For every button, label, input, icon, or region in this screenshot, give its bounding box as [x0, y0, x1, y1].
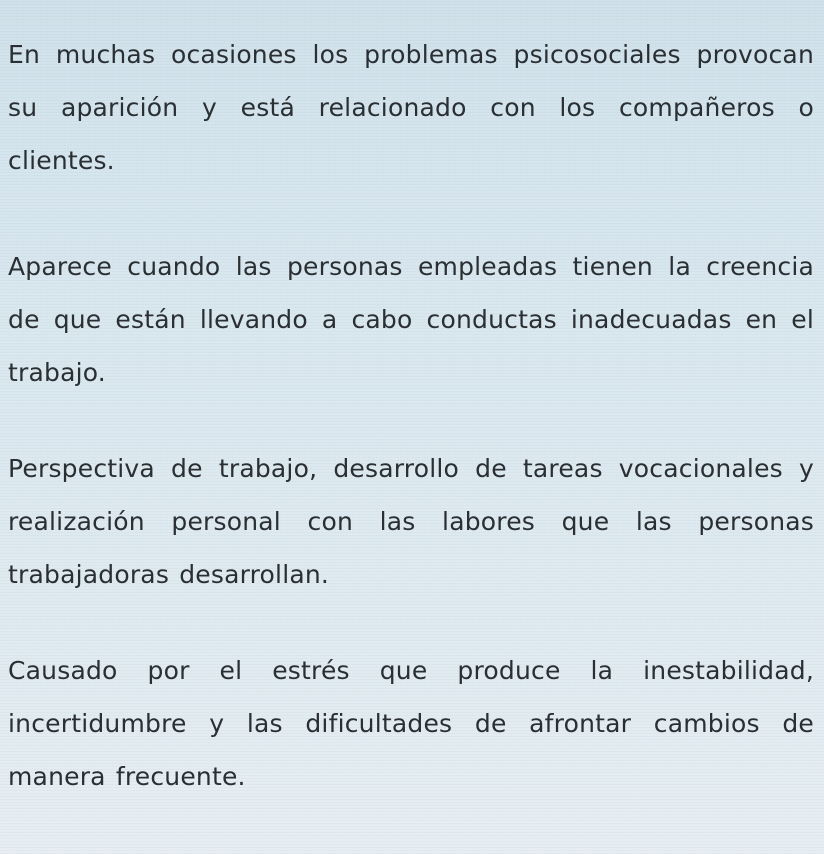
paragraph-option-3: Perspectiva de trabajo, desarrollo de tareas vocacionales y realización personal con las labores que las personas trabajadoras desarrollan.: [8, 454, 814, 589]
paragraph-option-4: Causado por el estrés que produce la inestabilidad, incertidumbre y las dificultades de afrontar cambios de manera frecuente.: [8, 656, 814, 791]
paragraph-option-1: En muchas ocasiones los problemas psicosociales provocan su aparición y está relacionado con los compañeros o clientes.: [8, 40, 814, 175]
paragraph-option-2: Aparece cuando las personas empleadas tienen la creencia de que están llevando a cabo conductas inadecuadas en el trabajo.: [8, 252, 814, 387]
